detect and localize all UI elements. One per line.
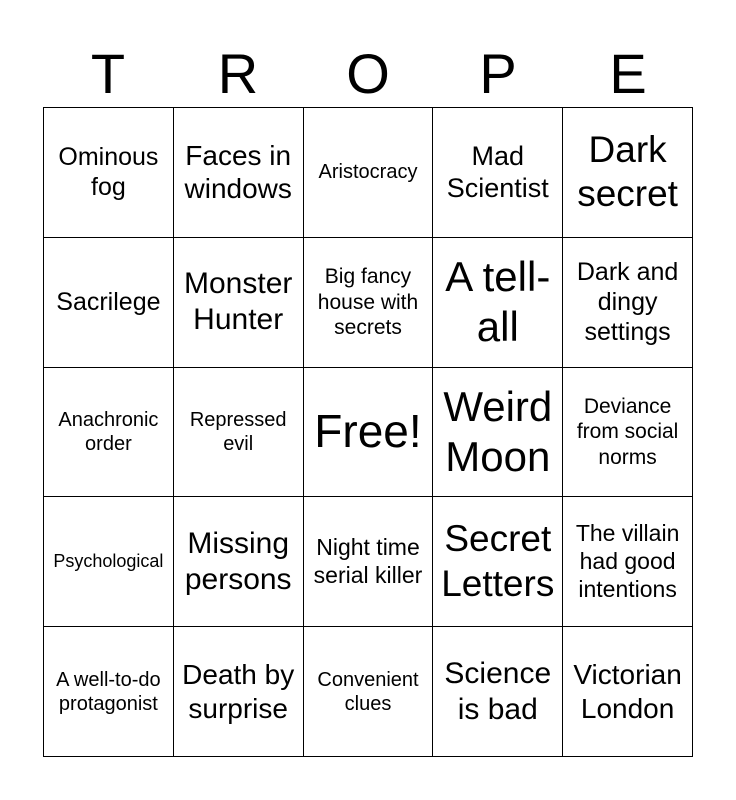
cell-text: A well-to-do protagonist xyxy=(56,668,161,715)
header-letter-t: T xyxy=(90,42,126,105)
header-letter-r: R xyxy=(217,42,259,105)
bingo-cell-3-2[interactable] xyxy=(174,368,304,498)
bingo-cell-5-2[interactable] xyxy=(174,627,304,757)
cell-text: Psychological xyxy=(53,550,164,571)
bingo-cell-1-3[interactable] xyxy=(304,108,434,238)
cell-text: Deviance from social norms xyxy=(576,395,679,469)
cell-text: Night time serial killer xyxy=(313,534,423,588)
cell-text: Secret Letters xyxy=(441,518,555,604)
bingo-cell-3-4[interactable] xyxy=(433,368,563,498)
bingo-cell-4-4[interactable] xyxy=(433,497,563,627)
bingo-cell-3-1[interactable] xyxy=(44,368,174,498)
bingo-cell-4-5[interactable] xyxy=(563,497,693,627)
cell-text: Weird Moon xyxy=(443,382,553,480)
bingo-cell-4-1[interactable] xyxy=(44,497,174,627)
cell-text: Repressed evil xyxy=(189,408,287,455)
cell-text: Convenient clues xyxy=(317,668,419,715)
cell-text: Monster Hunter xyxy=(184,267,293,337)
cell-text: Death by surprise xyxy=(182,659,295,724)
header-letter-e: E xyxy=(609,42,647,105)
cell-text: Faces in windows xyxy=(184,139,292,205)
bingo-cell-2-2[interactable] xyxy=(174,238,304,368)
bingo-cell-5-5[interactable] xyxy=(563,627,693,757)
cell-text: A tell-all xyxy=(445,252,551,351)
bingo-cell-2-5[interactable] xyxy=(563,238,693,368)
bingo-cell-5-3[interactable] xyxy=(304,627,434,757)
bingo-cell-5-1[interactable] xyxy=(44,627,174,757)
cell-text: Victorian London xyxy=(573,659,682,724)
cell-text: Missing persons xyxy=(184,526,292,596)
bingo-cell-1-4[interactable] xyxy=(433,108,563,238)
cell-text: Sacrilege xyxy=(56,288,161,317)
cell-text: The villain had good intentions xyxy=(575,520,680,602)
free-space-text: Free! xyxy=(314,405,422,458)
cell-text: Anachronic order xyxy=(58,408,159,455)
bingo-header xyxy=(43,40,693,108)
bingo-cell-1-2[interactable] xyxy=(174,108,304,238)
cell-text: Dark and dingy settings xyxy=(576,258,679,347)
cell-text: Ominous fog xyxy=(58,143,159,202)
bingo-board xyxy=(43,107,693,757)
cell-text: Science is bad xyxy=(444,656,552,726)
bingo-cell-1-5[interactable] xyxy=(563,108,693,238)
bingo-cell-free[interactable] xyxy=(304,368,434,498)
bingo-cell-2-1[interactable] xyxy=(44,238,174,368)
bingo-cell-1-1[interactable] xyxy=(44,108,174,238)
bingo-cell-2-4[interactable] xyxy=(433,238,563,368)
header-letter-p: P xyxy=(479,42,517,105)
bingo-cell-4-2[interactable] xyxy=(174,497,304,627)
bingo-cell-4-3[interactable] xyxy=(304,497,434,627)
cell-text: Mad Scientist xyxy=(446,141,549,204)
cell-text: Dark secret xyxy=(577,129,678,215)
bingo-cell-3-5[interactable] xyxy=(563,368,693,498)
cell-text: Big fancy house with secrets xyxy=(317,265,419,339)
header-letter-o: O xyxy=(346,42,390,105)
bingo-cell-2-3[interactable] xyxy=(304,238,434,368)
cell-text: Aristocracy xyxy=(318,161,418,184)
bingo-cell-5-4[interactable] xyxy=(433,627,563,757)
